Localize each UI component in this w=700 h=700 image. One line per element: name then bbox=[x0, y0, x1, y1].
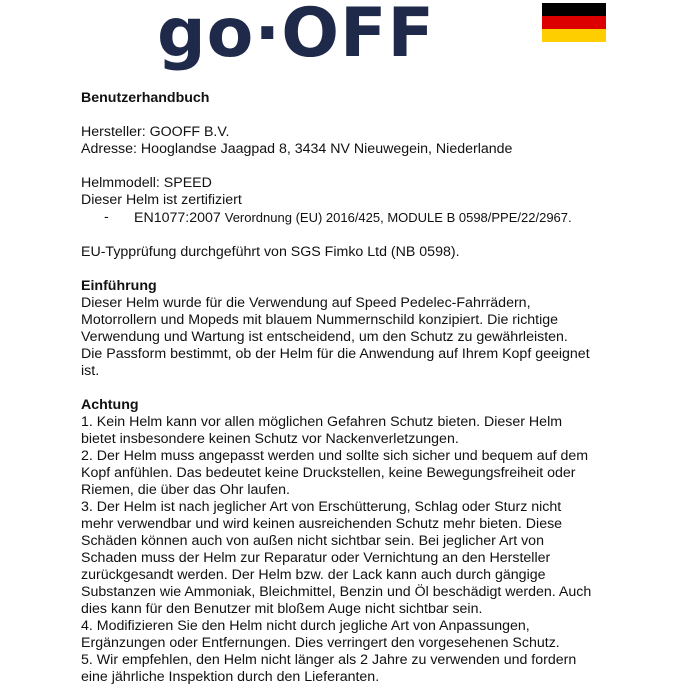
manual-content bbox=[81, 90, 681, 686]
document-title: Benutzerhandbuch bbox=[81, 90, 210, 106]
intro-line: Dieser Helm wurde für die Verwendung auf Speed Pedelec-Fahrrädern, bbox=[81, 295, 531, 311]
cert-regulation: Verordnung (EU) 2016/425, MODULE B 0598/PPE/22/2967. bbox=[224, 210, 572, 225]
warning-line: 3. Der Helm ist nach jeglicher Art von Erschütterung, Schlag oder Sturz nicht bbox=[81, 499, 562, 515]
eu-type-test-line: EU-Typprüfung durchgeführt von SGS Fimko Ltd (NB 0598). bbox=[81, 244, 460, 260]
address-line: Adresse: Hooglandse Jaagpad 8, 3434 NV Nieuwegein, Niederlande bbox=[81, 141, 513, 157]
warning-line: Schäden können auch von außen nicht sichtbar sein. Bei jeglicher Art von bbox=[81, 533, 544, 549]
intro-heading: Einführung bbox=[81, 278, 157, 294]
warning-line: 4. Modifizieren Sie den Helm nicht durch jegliche Art von Anpassungen, bbox=[81, 618, 530, 634]
warning-line: Schaden muss der Helm zur Reparatur oder Vernichtung an den Hersteller bbox=[81, 550, 551, 566]
flag-stripe-black bbox=[542, 3, 606, 16]
manufacturer-line: Hersteller: GOOFF B.V. bbox=[81, 124, 230, 140]
flag-stripe-gold bbox=[542, 29, 606, 42]
warning-line: Ergänzungen oder Entfernungen. Dies verringert den vorgesehenen Schutz. bbox=[81, 635, 560, 651]
bullet-dash: - bbox=[104, 209, 109, 225]
warning-line: Kopf anfühlen. Das bedeutet keine Druckstellen, keine Bewegungsfreiheit oder bbox=[81, 465, 576, 481]
gooff-logo: go·OFF bbox=[157, 0, 435, 73]
intro-paragraph bbox=[81, 295, 681, 380]
warning-line: Riemen, die über das Ohr laufen. bbox=[81, 482, 290, 498]
helmet-model-line: Helmmodell: SPEED bbox=[81, 175, 212, 191]
warning-line: 5. Wir empfehlen, den Helm nicht länger als 2 Jahre zu verwenden und fordern bbox=[81, 652, 577, 668]
warning-line: zurückgesandt werden. Der Helm bzw. der Lack kann auch durch gängige bbox=[81, 567, 546, 583]
certification-bullet bbox=[104, 209, 681, 227]
intro-line: Verwendung und Wartung ist entscheidend, um den Schutz zu gewährleisten. bbox=[81, 329, 568, 345]
intro-line: ist. bbox=[81, 363, 100, 379]
warning-heading: Achtung bbox=[81, 397, 139, 413]
cert-standard: EN1077:2007 bbox=[134, 210, 221, 226]
german-flag-icon bbox=[542, 3, 606, 42]
certified-line: Dieser Helm ist zertifiziert bbox=[81, 192, 242, 208]
warning-line: eine jährliche Inspektion durch den Lieferanten. bbox=[81, 669, 380, 685]
warning-paragraph bbox=[81, 414, 681, 686]
warning-line: bietet insbesondere keinen Schutz vor Nackenverletzungen. bbox=[81, 431, 459, 447]
warning-line: 2. Der Helm muss angepasst werden und sollte sich sicher und bequem auf dem bbox=[81, 448, 589, 464]
warning-line: 1. Kein Helm kann vor allen möglichen Gefahren Schutz bieten. Dieser Helm bbox=[81, 414, 563, 430]
warning-line: mehr verwendbar und wird keinen ausreichenden Schutz mehr bieten. Diese bbox=[81, 516, 563, 532]
warning-line: dies kann für den Benutzer mit bloßem Auge nicht sichtbar sein. bbox=[81, 601, 483, 617]
flag-stripe-red bbox=[542, 16, 606, 29]
intro-line: Motorrollern und Mopeds mit blauem Nummernschild konzipiert. Die richtige bbox=[81, 312, 559, 328]
intro-line: Die Passform bestimmt, ob der Helm für die Anwendung auf Ihrem Kopf geeignet bbox=[81, 346, 590, 362]
warning-line: Substanzen wie Ammoniak, Bleichmittel, Benzin und Öl beschädigt werden. Auch bbox=[81, 584, 592, 600]
